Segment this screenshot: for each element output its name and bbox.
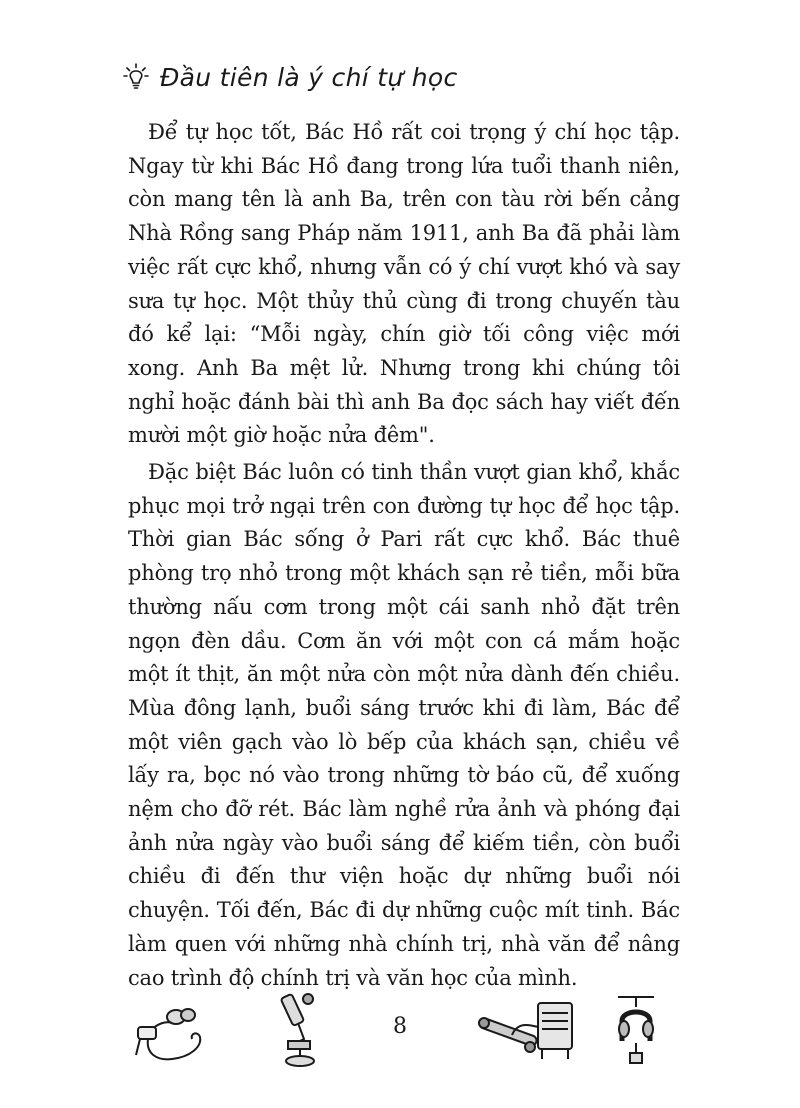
lightbulb-icon (122, 62, 150, 92)
section-title: Đầu tiên là ý chí tự học (160, 62, 458, 92)
section-heading (122, 62, 458, 92)
body-text (128, 116, 680, 998)
paragraph: Đặc biệt Bác luôn có tinh thần vượt gian khổ, khắc phục mọi trở ngại trên con đường tự học để học tập. Thời gian Bác sống ở Pari rất cực khổ. Bác thuê phòng trọ nhỏ trong một khách sạn rẻ tiền, mỗi bữa thường nấu cơm trong một cái sanh nhỏ đặt trên ngọn đèn dầu. Cơm ăn với một con cá mắm hoặc một ít thịt, ăn một nửa còn một nửa dành đến chiều. Mùa đông lạnh, buổi sáng trước khi đi làm, Bác để một viên gạch vào lò bếp của khách sạn, chiều về lấy ra, bọc nó vào trong những tờ báo cũ, để xuống nệm cho đỡ rét. Bác làm nghề rửa ảnh và phóng đại ảnh nửa ngày vào buổi sáng để kiếm tiền, còn buổi chiều đi đến thư viện hoặc dự những buổi nói chuyện. Tối đến, Bác đi dự những cuộc mít tinh. Bác làm quen với những nhà chính trị, nhà văn để nâng cao trình độ chính trị và văn học của mình. (128, 460, 680, 990)
paragraph: Để tự học tốt, Bác Hồ rất coi trọng ý chí học tập. Ngay từ khi Bác Hồ đang trong lứa tuổi thanh niên, còn mang tên là anh Ba, trên con tàu rời bến cảng Nhà Rồng sang Pháp năm 1911, anh Ba đã phải làm việc rất cực khổ, nhưng vẫn có ý chí vượt khó và say sưa tự học. Một thủy thủ cùng đi trong chuyến tàu đó kể lại: “Mỗi ngày, chín giờ tối công việc mới xong. Anh Ba mệt lử. Nhưng trong khi chúng tôi nghỉ hoặc đánh bài thì anh Ba đọc sách hay viết đến mười một giờ hoặc nửa đêm". (128, 120, 680, 448)
page-number: 8 (393, 1014, 407, 1039)
